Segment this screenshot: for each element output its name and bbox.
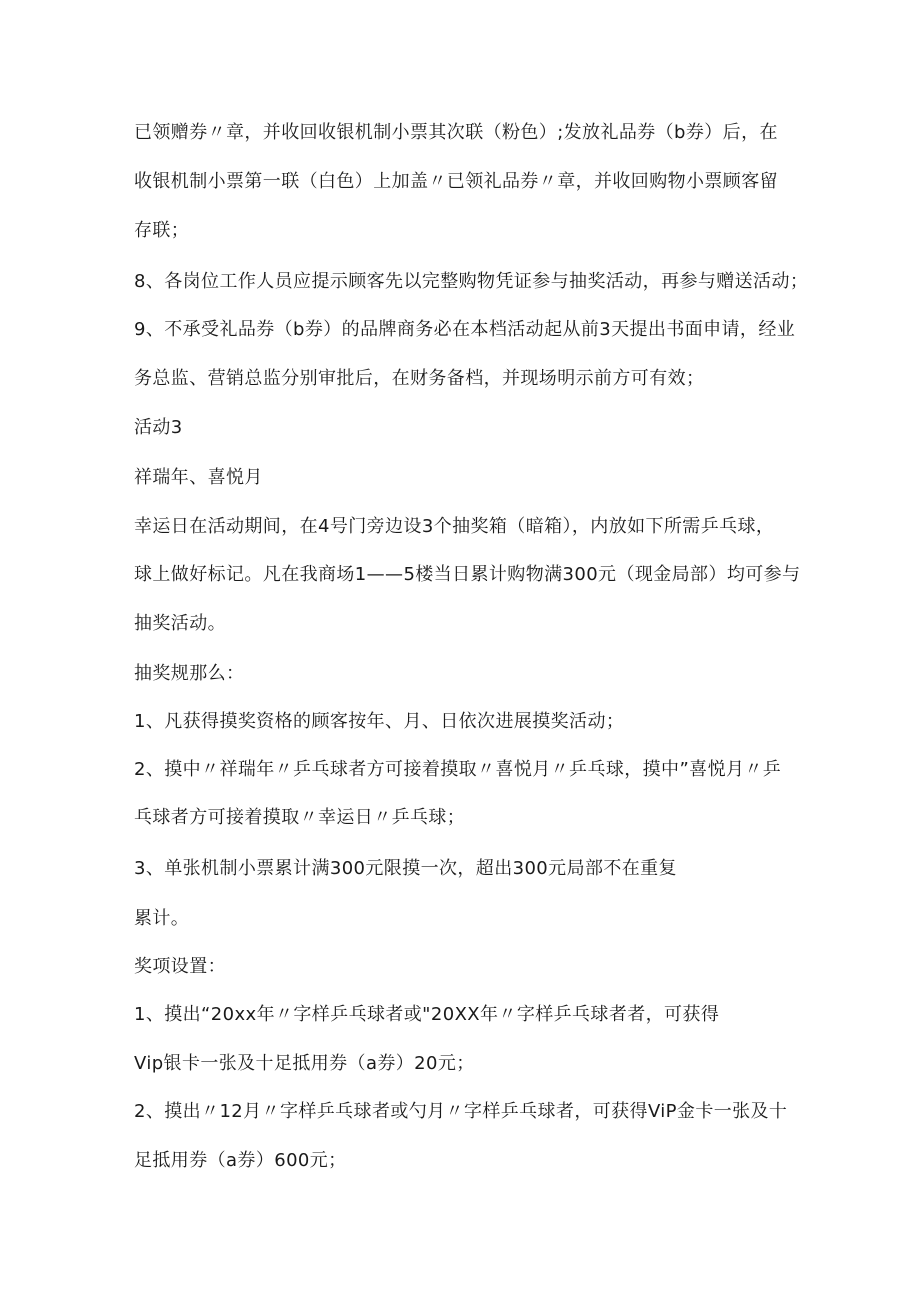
text-line: 球上做好标记。凡在我商场1——5楼当日累计购物满300元（现金局部）均可参与 (134, 564, 801, 585)
text-line: 抽奖活动。 (134, 613, 226, 634)
list-item: 1、摸出“20xx年〃字样乒乓球者或"20XX年〃字样乒乓球者者，可获得 (134, 1004, 720, 1025)
text-line: 存联； (134, 220, 190, 241)
text-line: 已领赠券〃章，并收回收银机制小票其次联（粉色）;发放礼品券（b券）后，在 (134, 122, 778, 143)
list-item: 8、各岗位工作人员应提示顾客先以完整购物凭证参与抽奖活动，再参与赠送活动； (134, 271, 809, 292)
text-line: 收银机制小票第一联（白色）上加盖〃已领礼品券〃章，并收回购物小票顾客留 (134, 171, 778, 192)
text-line: 务总监、营销总监分别审批后，在财务备档，并现场明示前方可有效； (134, 368, 705, 389)
list-item: 1、凡获得摸奖资格的顾客按年、月、日依次进展摸奖活动； (134, 711, 625, 732)
list-item: 2、摸出〃12月〃字样乒乓球者或勺月〃字样乒乓球者，可获得ViP金卡一张及十 (134, 1101, 788, 1122)
section-heading: 奖项设置： (134, 956, 226, 977)
section-heading: 活动3 (134, 417, 183, 438)
text-line: 幸运日在活动期间，在4号门旁边设3个抽奖箱（暗箱），内放如下所需乒乓球， (134, 516, 775, 537)
text-line: 累计。 (134, 908, 190, 929)
text-line: 乓球者方可接着摸取〃幸运日〃乒乓球； (134, 807, 466, 828)
list-item: 3、单张机制小票累计满300元限摸一次，超出300元局部不在重复 (134, 858, 677, 879)
text-line: Vip银卡一张及十足抵用券（a券）20元； (134, 1053, 475, 1074)
list-item: 2、摸中〃祥瑞年〃乒乓球者方可接着摸取〃喜悦月〃乒乓球，摸中”喜悦月〃乒 (134, 759, 782, 780)
list-item: 9、不承受礼品券（b券）的品牌商务必在本档活动起从前3天提出书面申请，经业 (134, 319, 796, 340)
section-subheading: 祥瑞年、喜悦月 (134, 467, 263, 488)
section-heading: 抽奖规那么： (134, 663, 245, 684)
text-line: 足抵用券（a券）600元； (134, 1150, 347, 1171)
